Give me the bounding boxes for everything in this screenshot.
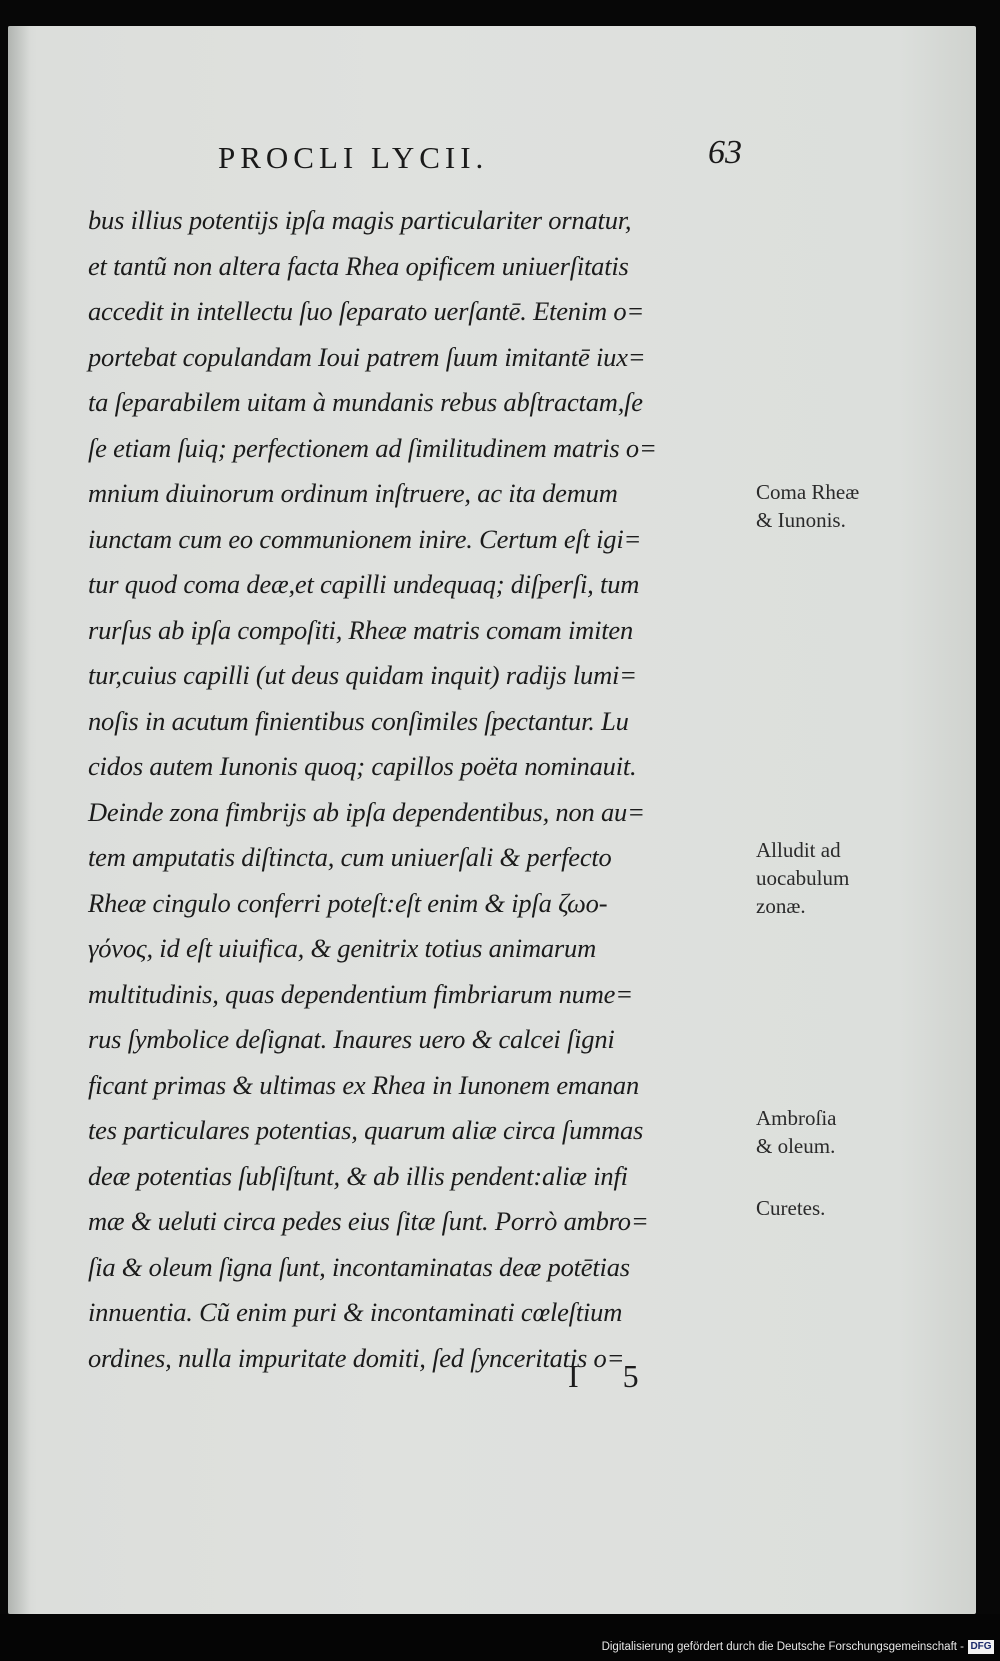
margin-note-line: Alludit ad <box>756 838 841 862</box>
signature-mark: I 5 <box>568 1358 657 1394</box>
text-line: ordines, nulla impuritate domiti, ſed ſynceritatis o= <box>88 1342 625 1373</box>
running-head-title: PROCLI LYCII. <box>218 140 489 175</box>
text-line: accedit in intellectu ſuo ſeparato uerſantē. Etenim o= <box>88 296 645 326</box>
text-line: bus illius potentijs ipſa magis particulariter ornatur, <box>88 205 632 235</box>
margin-note <box>756 1104 936 1160</box>
margin-note-line: Ambroſia <box>756 1106 837 1130</box>
text-line: ſia & oleum ſigna ſunt, incontaminatas deæ potētias <box>88 1251 630 1282</box>
text-line: ta ſeparabilem uitam à mundanis rebus abſtractam,ſe <box>88 387 643 417</box>
text-line: ſe etiam ſuiq; perfectionem ad ſimilitudinem matris o= <box>88 432 657 463</box>
text-line: Deinde zona fimbrijs ab ipſa dependentibus, non au= <box>88 796 645 827</box>
text-line: rus ſymbolice deſignat. Inaures uero & calcei ſigni <box>88 1024 615 1054</box>
text-line: mæ & ueluti circa pedes eius ſitæ ſunt. Porrò ambro= <box>88 1206 649 1236</box>
text-line: cidos autem Iunonis quoq; capillos poëta nominauit. <box>88 751 637 781</box>
margin-note <box>756 1194 936 1222</box>
text-line: iunctam cum eo communionem inire. Certum eſt igi= <box>88 523 642 554</box>
margin-note-line: zonæ. <box>756 894 806 918</box>
margin-note-line: & oleum. <box>756 1134 836 1158</box>
text-line: rurſus ab ipſa compoſiti, Rheæ matris comam imiten <box>88 614 634 645</box>
text-line: noſis in acutum finientibus conſimiles ſpectantur. Lu <box>88 705 629 736</box>
text-line: portebat copulandam Ioui patrem ſuum imitantē iux= <box>88 341 646 372</box>
text-line: multitudinis, quas dependentium fimbriarum nume= <box>88 978 633 1009</box>
text-line: tes particulares potentias, quarum aliæ circa ſummas <box>88 1115 644 1145</box>
margin-note <box>756 836 936 920</box>
text-line: et tantũ non altera facta Rhea opificem uniuerſitatis <box>88 250 629 281</box>
margin-note-line: & Iunonis. <box>756 508 846 532</box>
footer-band <box>0 1614 1000 1661</box>
text-line: deæ potentias ſubſiſtunt, & ab illis pendent:aliæ infi <box>88 1160 628 1191</box>
text-line: ficant primas & ultimas ex Rhea in Iunonem emanan <box>88 1069 640 1100</box>
text-line: γόνος, id eſt uiuifica, & genitrix totius animarum <box>88 933 597 963</box>
margin-note-line: Coma Rheæ <box>756 480 860 504</box>
text-line: mnium diuinorum ordinum inſtruere, ac ita demum <box>88 478 618 508</box>
margin-notes <box>8 26 976 1614</box>
digitization-credit: Digitalisierung gefördert durch die Deutsche Forschungsgemeinschaft - <box>601 1641 964 1653</box>
book-page <box>8 26 976 1614</box>
text-line: innuentia. Cũ enim puri & incontaminati cœleſtium <box>88 1297 623 1327</box>
text-line: tur,cuius capilli (ut deus quidam inquit) radijs lumi= <box>88 660 637 690</box>
margin-note-line: uocabulum <box>756 866 850 890</box>
text-line: Rheæ cingulo conferri poteſt:eſt enim & ipſa ζωο- <box>88 887 608 918</box>
page-number: 63 <box>708 134 742 171</box>
margin-note-line: Curetes. <box>756 1196 826 1220</box>
text-line: tur quod coma deæ,et capilli undequaq; diſperſi, tum <box>88 569 640 599</box>
text-line: tem amputatis diſtincta, cum uniuerſali & perfecto <box>88 842 612 872</box>
margin-note <box>756 478 936 534</box>
dfg-logo: DFG <box>968 1640 994 1654</box>
